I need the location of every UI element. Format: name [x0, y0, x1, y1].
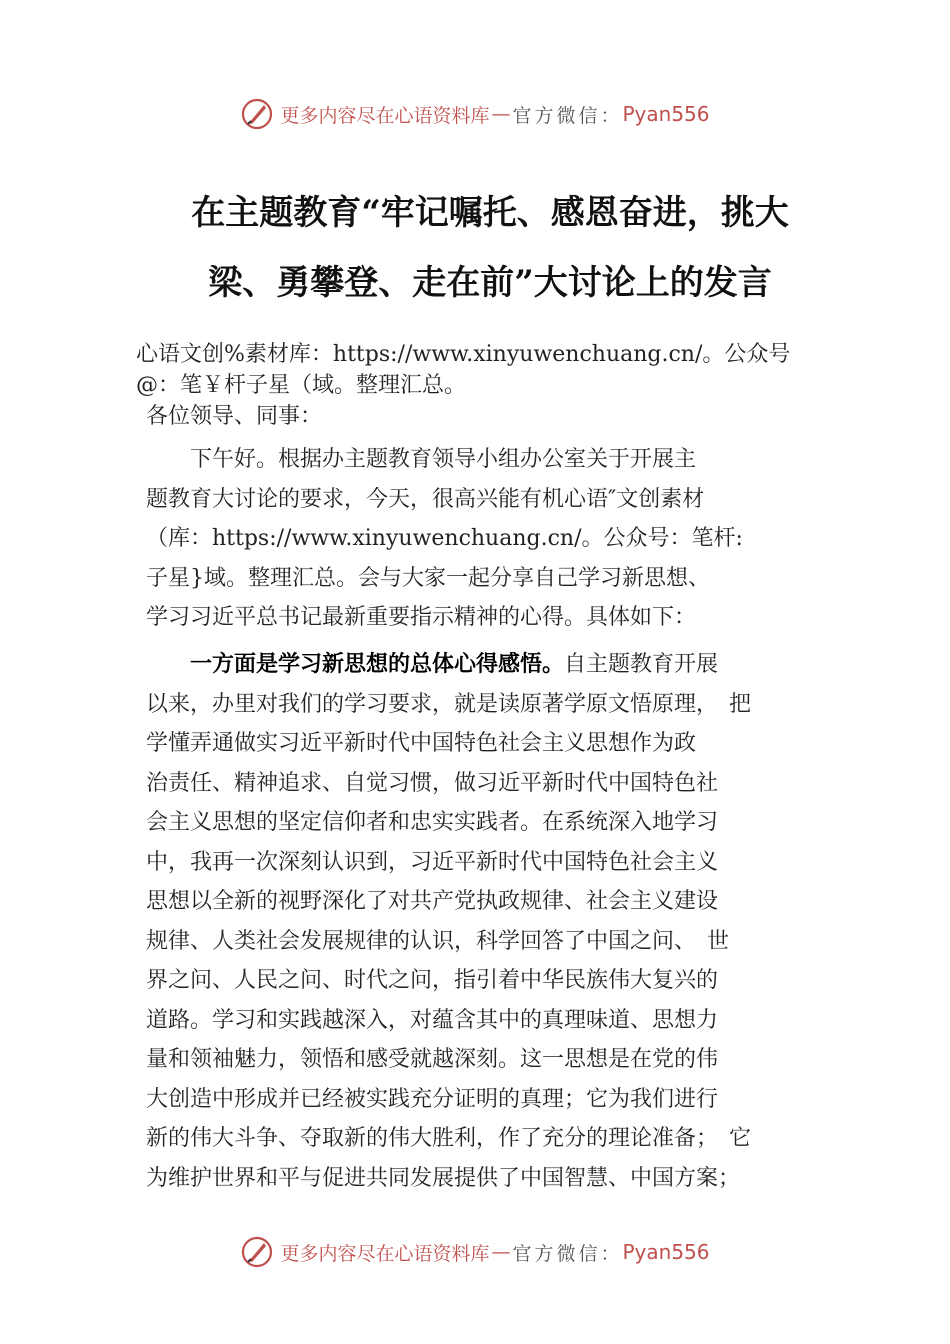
text-line: 题教育大讨论的要求，今天，很高兴能有机心语″文创素材	[146, 486, 705, 512]
text-line: 以来，办里对我们的学习要求，就是读原著学原文悟原理， 把	[146, 691, 752, 717]
text-line: 道路。学习和实践越深入，对蕴含其中的真理味道、思想力	[146, 1007, 719, 1033]
text-line: 下午好。根据办主题教育领导小组办公室关于开展主	[146, 447, 697, 472]
banner-dash: —	[491, 1241, 511, 1263]
paragraph-intro	[146, 440, 826, 638]
text-line: 新的伟大斗争、夺取新的伟大胜利，作了充分的理论准备； 它	[146, 1126, 752, 1151]
banner-library-text: 更多内容尽在心语资料库	[280, 104, 490, 127]
title-line: 梁、勇攀登、走在前”大讨论上的发言	[208, 263, 772, 303]
document-title	[150, 178, 830, 318]
title-line: 在主题教育“牢记嘱托、感恩奋进，挑大	[191, 193, 789, 233]
quill-logo-icon	[240, 1235, 274, 1269]
text-line: 思想以全新的视野深化了对共产党执政规律、社会主义建设	[146, 889, 719, 914]
greeting: 各位领导、同事：	[146, 404, 323, 429]
text-line: 子星}域。整理汇总。会与大家一起分享自己学习新思想、	[146, 565, 710, 591]
text-line: （库：https://www.xinyuwenchuang.cn/。公众号：笔杆:	[146, 526, 743, 551]
banner-wechat-id: Pyan556	[622, 102, 710, 126]
text-line: 学懂弄通做实习近平新时代中国特色社会主义思想作为政	[146, 731, 697, 756]
source-line: @：笔￥杆子星（域。整理汇总。	[136, 373, 467, 398]
banner-wechat-id: Pyan556	[622, 1240, 710, 1264]
text-line: 学习习近平总书记最新重要指示精神的心得。具体如下：	[146, 605, 697, 630]
text-line: 中，我再一次深刻认识到，习近平新时代中国特色社会主义	[146, 849, 719, 875]
section-heading: 一方面是学习新思想的总体心得感悟。	[190, 652, 565, 677]
banner-dash: —	[491, 103, 511, 125]
text-line: 规律、人类社会发展规律的认识，科学回答了中国之问、 世	[146, 928, 730, 954]
paragraph-section-one	[146, 645, 826, 1198]
banner-wechat-label: 官方微信：	[512, 1242, 623, 1265]
header-banner	[0, 94, 950, 134]
banner-wechat-label: 官方微信：	[512, 104, 623, 127]
text-line: 大创造中形成并已经被实践充分证明的真理；它为我们进行	[146, 1086, 719, 1112]
text-line-rest: 自主题教育开展	[564, 652, 719, 677]
footer-banner	[0, 1232, 950, 1272]
text-line: 治责任、精神追求、自觉习惯，做习近平新时代中国特色社	[146, 770, 719, 796]
source-line: 心语文创%素材库：https://www.xinyuwenchuang.cn/。公众号	[136, 342, 791, 367]
banner-library-text: 更多内容尽在心语资料库	[280, 1242, 490, 1265]
text-line: 界之问、人民之问、时代之问，指引着中华民族伟大复兴的	[146, 968, 719, 993]
text-line-first	[146, 645, 826, 685]
text-line: 量和领袖魅力，领悟和感受就越深刻。这一思想是在党的伟	[146, 1047, 719, 1072]
source-note	[136, 339, 846, 401]
text-line: 会主义思想的坚定信仰者和忠实实践者。在系统深入地学习	[146, 810, 719, 835]
quill-logo-icon	[240, 97, 274, 131]
text-line: 为维护世界和平与促进共同发展提供了中国智慧、中国方案；	[146, 1165, 741, 1191]
